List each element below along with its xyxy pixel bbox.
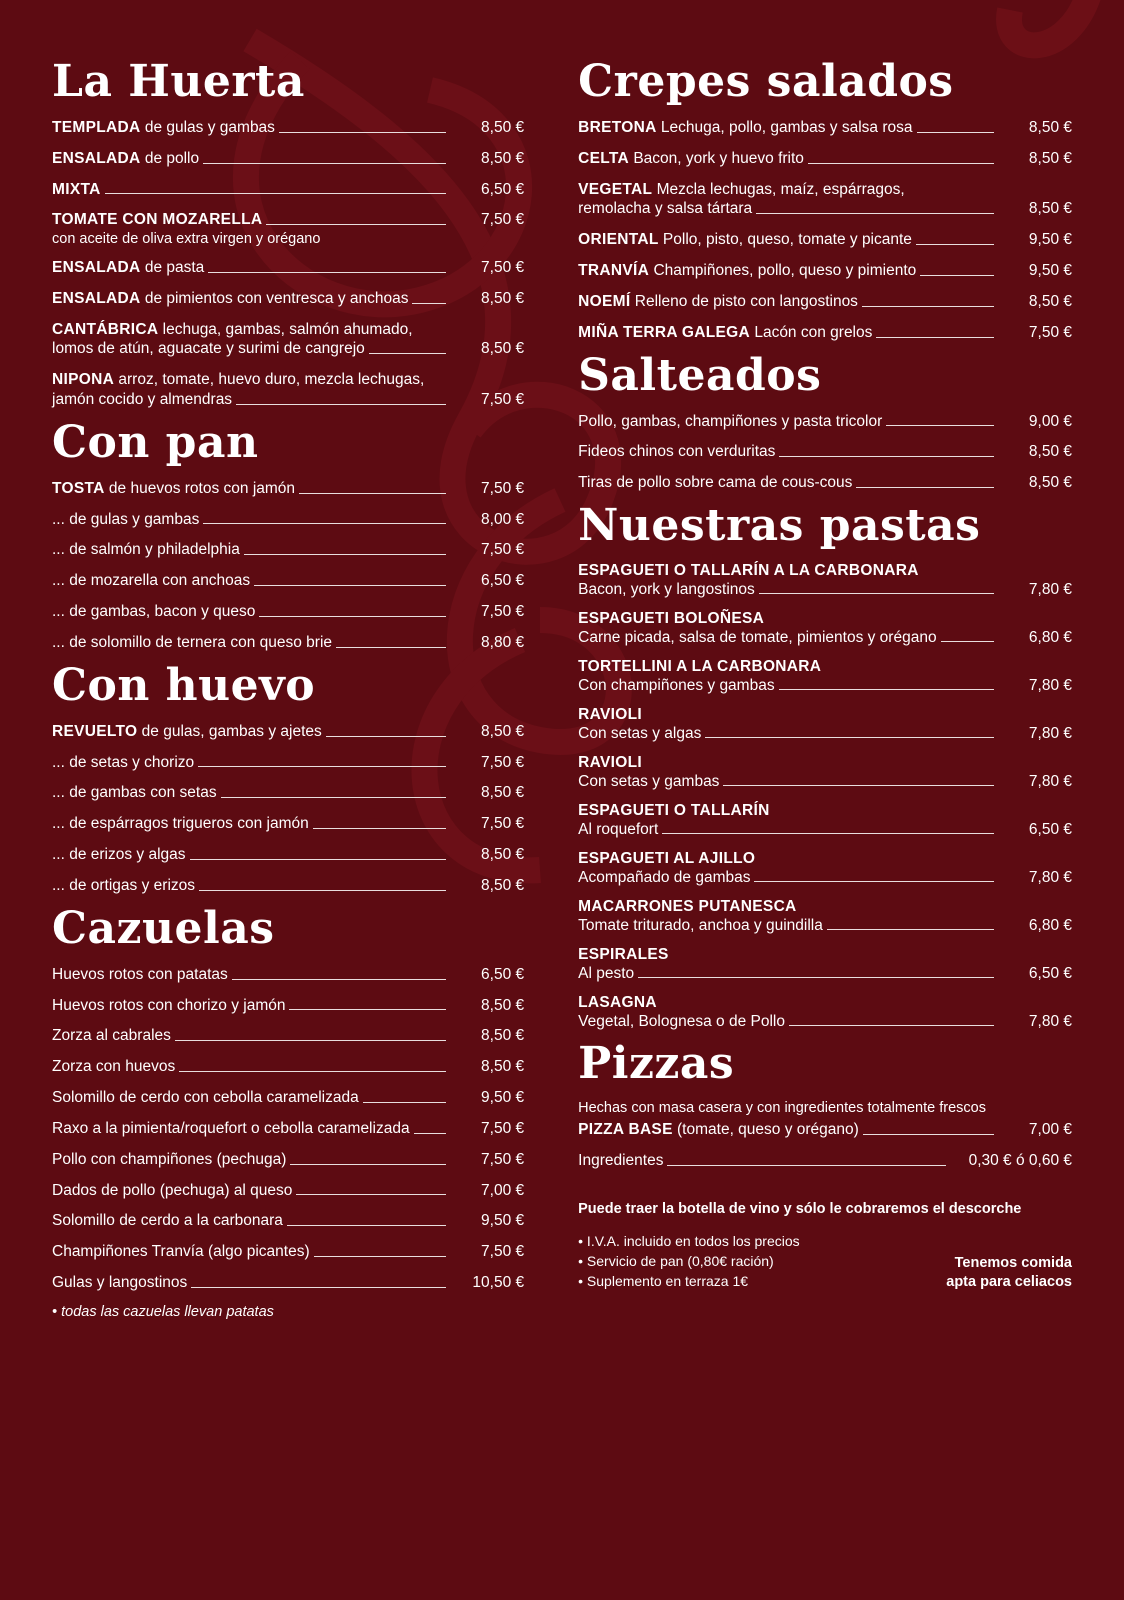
footer (578, 1201, 1072, 1292)
item-desc: Carne picada, salsa de tomate, pimientos y orégano (578, 629, 937, 647)
item-desc: Con setas y algas (578, 725, 702, 743)
item-desc: ... de gambas con setas (52, 784, 217, 802)
list-crepes (578, 118, 1072, 343)
celiac-note-line1: Tenemos comida (954, 1254, 1072, 1271)
leader-line (191, 1286, 446, 1288)
leader-line (412, 302, 446, 304)
list-item (578, 1151, 1072, 1171)
item-desc-line2: lomos de atún, aguacate y surimi de cangrejo (52, 340, 365, 358)
leader-line (827, 928, 994, 930)
leader-line (326, 735, 446, 737)
item-desc: ... de espárragos trigueros con jamón (52, 815, 309, 833)
leader-line (754, 880, 994, 882)
item-price: 8,50 € (481, 722, 525, 740)
item-price: 7,50 € (481, 1243, 525, 1261)
list-cazuelas (52, 965, 524, 1293)
item-price: 8,50 € (1028, 200, 1072, 218)
item-name: LASAGNA (578, 994, 657, 1012)
cazuelas-note: • todas las cazuelas llevan patatas (52, 1303, 274, 1320)
list-item (578, 261, 1072, 281)
leader-line (756, 212, 994, 214)
leader-line (414, 1132, 447, 1134)
item-price: 8,50 € (481, 846, 525, 864)
item-desc: Champiñones, pollo, queso y pimiento (649, 262, 917, 280)
leader-line (808, 162, 994, 164)
leader-line (208, 271, 446, 273)
item-desc: Con champiñones y gambas (578, 677, 775, 695)
item-desc: ... de solomillo de ternera con queso brie (52, 633, 333, 651)
list-item (578, 149, 1072, 169)
item-price: 8,50 € (1028, 474, 1072, 492)
item-desc: de pasta (140, 258, 205, 276)
item-name: ENSALADA (52, 289, 141, 307)
item-name: RAVIOLI (578, 706, 642, 724)
list-item (578, 946, 1072, 983)
leader-line (203, 522, 446, 524)
item-price: 7,00 € (481, 1181, 525, 1199)
item-desc: ... de gulas y gambas (52, 510, 200, 528)
item-price: 9,50 € (1028, 262, 1072, 280)
list-item (52, 210, 524, 248)
item-desc: Al pesto (578, 965, 635, 983)
item-price: 9,50 € (1028, 231, 1072, 249)
leader-line (244, 553, 446, 555)
item-price: 8,50 € (481, 996, 525, 1014)
item-name: PIZZA BASE (578, 1121, 673, 1139)
item-desc: Bacon, york y huevo frito (629, 149, 804, 167)
list-item (578, 802, 1072, 839)
leader-line (876, 336, 994, 338)
leader-line (369, 352, 446, 354)
item-desc: Fideos chinos con verduritas (578, 443, 776, 461)
item-desc-line2: jamón cocido y almendras (52, 391, 233, 408)
list-conpan (52, 479, 524, 653)
list-item (578, 473, 1072, 493)
item-desc: ... de salmón y philadelphia (52, 541, 240, 559)
item-desc: Lechuga, pollo, gambas y salsa rosa (656, 119, 913, 136)
item-price: 7,80 € (1028, 677, 1072, 695)
item-name: NIPONA (52, 371, 115, 389)
item-price: 7,50 € (481, 479, 525, 497)
leader-line (313, 827, 446, 829)
leader-line (336, 646, 446, 648)
leader-line (254, 584, 446, 586)
item-name: RAVIOLI (578, 754, 642, 772)
list-item (578, 230, 1072, 250)
list-item (578, 754, 1072, 791)
item-desc: lechuga, gambas, salmón ahumado, (158, 320, 413, 338)
item-desc: Huevos rotos con patatas (52, 965, 228, 983)
leader-line (314, 1255, 447, 1257)
list-item (578, 323, 1072, 343)
list-item (52, 370, 524, 410)
item-name: MACARRONES PUTANESCA (578, 898, 797, 916)
item-desc: de huevos rotos con jamón (104, 479, 296, 497)
leader-line (363, 1101, 446, 1103)
list-item (52, 722, 524, 742)
list-item (52, 118, 524, 138)
list-item (578, 658, 1072, 695)
leader-line (662, 832, 994, 834)
item-desc: Zorza con huevos (52, 1058, 176, 1076)
section-title-pastas: Nuestras pastas (578, 500, 981, 552)
leader-line (105, 192, 447, 194)
item-desc: Solomillo de cerdo a la carbonara (52, 1212, 283, 1230)
leader-line (296, 1193, 446, 1195)
list-item (52, 602, 524, 622)
list-item (52, 1150, 524, 1170)
leader-line (198, 765, 446, 767)
list-item (52, 320, 524, 360)
list-item (52, 540, 524, 560)
pizzas-intro: Hechas con masa casera y con ingredientes totalmente frescos (578, 1100, 986, 1117)
list-item (52, 258, 524, 278)
leader-line (920, 274, 994, 276)
item-name: ENSALADA (52, 149, 141, 167)
item-desc: Dados de pollo (pechuga) al queso (52, 1181, 293, 1199)
item-desc: Relleno de pisto con langostinos (630, 292, 858, 310)
list-item (52, 1181, 524, 1201)
item-desc: Con setas y gambas (578, 773, 720, 791)
item-name: MIÑA TERRA GALEGA (578, 323, 751, 341)
item-subdesc: con aceite de oliva extra virgen y orégano (52, 231, 321, 248)
list-pizzas (578, 1120, 1072, 1171)
item-price: 6,50 € (481, 180, 525, 198)
footer-bullet: • Servicio de pan (0,80€ ración) (578, 1253, 774, 1270)
leader-line (886, 424, 994, 426)
leader-line (705, 736, 994, 738)
section-title-crepes: Crepes salados (578, 56, 954, 107)
item-price: 7,80 € (1028, 581, 1072, 599)
leader-line (289, 1008, 446, 1010)
item-price: 7,80 € (1028, 1013, 1072, 1031)
item-price: 8,50 € (1028, 443, 1072, 461)
list-item (52, 633, 524, 653)
leader-line (259, 615, 446, 617)
celiac-note-line2: apta para celiacos (946, 1273, 1072, 1290)
item-desc: Bacon, york y langostinos (578, 581, 755, 599)
leader-line (779, 688, 994, 690)
item-price: 7,50 € (481, 211, 525, 229)
leader-line (667, 1164, 946, 1166)
list-item (52, 1242, 524, 1262)
item-name: ESPAGUETI AL AJILLO (578, 850, 756, 868)
leader-line (723, 784, 994, 786)
item-price: 6,50 € (481, 572, 525, 590)
item-desc: Lacón con grelos (750, 323, 873, 341)
item-price: 9,50 € (481, 1212, 525, 1230)
list-item (52, 571, 524, 591)
leader-line (221, 796, 447, 798)
leader-line (299, 492, 446, 494)
item-name: MIXTA (52, 180, 101, 198)
item-price: 6,50 € (1028, 965, 1072, 983)
item-price: 9,00 € (1028, 412, 1072, 430)
leader-line (190, 858, 447, 860)
item-price: 8,50 € (1028, 149, 1072, 167)
item-price: 7,50 € (481, 753, 525, 771)
list-item (52, 965, 524, 985)
item-desc: Raxo a la pimienta/roquefort o cebolla caramelizada (52, 1119, 410, 1137)
item-price: 0,30 € ó 0,60 € (968, 1151, 1072, 1169)
list-item (578, 118, 1072, 138)
item-price: 8,50 € (481, 340, 525, 358)
item-price: 6,50 € (1028, 821, 1072, 839)
list-item (52, 1088, 524, 1108)
leader-line (941, 640, 994, 642)
list-item (52, 510, 524, 530)
item-desc: Champiñones Tranvía (algo picantes) (52, 1243, 310, 1261)
item-price: 7,50 € (1028, 323, 1072, 341)
list-item (52, 996, 524, 1016)
leader-line (863, 1133, 994, 1135)
item-name: TOSTA (52, 479, 105, 497)
item-name: ORIENTAL (578, 231, 659, 249)
item-name: ESPAGUETI BOLOÑESA (578, 610, 765, 628)
item-price: 8,50 € (1028, 119, 1072, 136)
item-price: 7,50 € (481, 1150, 525, 1168)
item-name: VEGETAL (578, 180, 653, 198)
leader-line (266, 223, 446, 225)
leader-line (916, 243, 994, 245)
list-item (578, 850, 1072, 887)
item-desc: Vegetal, Bolognesa o de Pollo (578, 1013, 785, 1031)
item-price: 8,50 € (481, 289, 525, 307)
item-desc: Pollo con champiñones (pechuga) (52, 1150, 287, 1168)
list-item (578, 898, 1072, 935)
list-item (52, 479, 524, 499)
leader-line (287, 1224, 446, 1226)
list-item (578, 412, 1072, 432)
list-item (52, 1026, 524, 1046)
footer-bullet: • Suplemento en terraza 1€ (578, 1273, 749, 1290)
list-item (52, 783, 524, 803)
item-price: 8,50 € (481, 876, 525, 894)
list-item (578, 442, 1072, 462)
item-desc: de gulas, gambas y ajetes (137, 722, 322, 740)
leader-line (638, 976, 994, 978)
item-desc: de pollo (140, 149, 200, 167)
leader-line (917, 131, 994, 133)
item-price: 8,80 € (481, 633, 525, 651)
list-item (52, 1057, 524, 1077)
list-item (52, 1119, 524, 1139)
item-name: BRETONA (578, 119, 657, 136)
leader-line (203, 162, 446, 164)
leader-line (199, 889, 446, 891)
item-name: NOEMÍ (578, 292, 631, 310)
item-name: ESPAGUETI O TALLARÍN A LA CARBONARA (578, 562, 919, 580)
left-column (52, 56, 525, 1320)
list-item (52, 845, 524, 865)
celiac-note (946, 1254, 1072, 1292)
item-desc: ... de gambas, bacon y queso (52, 603, 256, 621)
item-desc: Zorza al cabrales (52, 1027, 171, 1045)
list-item (578, 562, 1072, 599)
item-price: 7,50 € (481, 541, 525, 559)
list-conhuevo (52, 722, 524, 896)
list-item (578, 180, 1072, 220)
item-desc: Pollo, gambas, champiñones y pasta tricolor (578, 412, 883, 430)
item-price: 8,00 € (481, 510, 525, 528)
leader-line (232, 978, 446, 980)
list-item (52, 753, 524, 773)
section-title-huerta: La Huerta (52, 56, 305, 107)
item-price: 7,50 € (481, 258, 525, 276)
item-name: CANTÁBRICA (52, 320, 159, 338)
list-item (52, 289, 524, 309)
leader-line (290, 1163, 446, 1165)
leader-line (279, 131, 446, 133)
item-price: 8,50 € (481, 784, 525, 802)
leader-line (175, 1039, 446, 1041)
item-price: 9,50 € (481, 1089, 525, 1107)
footer-bullet: • I.V.A. incluido en todos los precios (578, 1232, 800, 1249)
item-price: 8,50 € (481, 119, 525, 136)
right-column (578, 56, 1072, 1320)
leader-line (856, 486, 994, 488)
list-pastas (578, 562, 1072, 1031)
item-desc: Ingredientes (578, 1151, 664, 1169)
item-price: 7,00 € (1028, 1121, 1072, 1139)
list-item (52, 876, 524, 896)
item-desc: Tiras de pollo sobre cama de cous-cous (578, 474, 853, 492)
leader-line (779, 455, 994, 457)
item-name: TEMPLADA (52, 119, 141, 136)
list-item (578, 994, 1072, 1031)
item-name: REVUELTO (52, 722, 138, 740)
item-name: CELTA (578, 149, 630, 167)
item-desc: Pollo, pisto, queso, tomate y picante (658, 231, 912, 249)
item-price: 7,80 € (1028, 869, 1072, 887)
list-item (52, 1211, 524, 1231)
footer-wine-note: Puede traer la botella de vino y sólo le cobraremos el descorche (578, 1200, 1022, 1217)
leader-line (789, 1024, 994, 1026)
section-title-conhuevo: Con huevo (52, 659, 316, 711)
item-desc: ... de erizos y algas (52, 846, 186, 864)
item-price: 7,50 € (481, 391, 525, 408)
list-item (578, 610, 1072, 647)
item-price: 7,50 € (481, 603, 525, 621)
item-price: 8,50 € (481, 1027, 525, 1045)
leader-line (759, 592, 994, 594)
item-name: ESPIRALES (578, 946, 669, 964)
item-desc: de pimientos con ventresca y anchoas (140, 289, 409, 307)
item-desc: ... de mozarella con anchoas (52, 572, 251, 590)
item-price: 6,80 € (1028, 917, 1072, 935)
footer-bullets (578, 1231, 800, 1292)
section-title-salteados: Salteados (578, 349, 822, 401)
item-price: 8,50 € (481, 1058, 525, 1076)
item-desc: arroz, tomate, huevo duro, mezcla lechugas, (114, 371, 425, 389)
list-item (578, 706, 1072, 743)
list-item (52, 814, 524, 834)
item-desc: Tomate triturado, anchoa y guindilla (578, 917, 823, 935)
item-name: TOMATE CON MOZARELLA (52, 211, 263, 229)
leader-line (862, 305, 994, 307)
item-price: 7,50 € (481, 1119, 525, 1137)
section-title-cazuelas: Cazuelas (52, 902, 275, 954)
list-item (578, 292, 1072, 312)
section-title-pizzas: Pizzas (578, 1038, 735, 1090)
item-desc: Huevos rotos con chorizo y jamón (52, 996, 286, 1014)
item-name: TORTELLINI A LA CARBONARA (578, 658, 822, 676)
item-desc: ... de ortigas y erizos (52, 876, 196, 894)
item-desc: de gulas y gambas (140, 119, 275, 136)
item-desc-line2: remolacha y salsa tártara (578, 200, 753, 218)
item-name: ENSALADA (52, 258, 141, 276)
item-desc: Solomillo de cerdo con cebolla caramelizada (52, 1089, 359, 1107)
leader-line (236, 403, 446, 405)
item-price: 7,80 € (1028, 773, 1072, 791)
item-price: 10,50 € (472, 1274, 525, 1292)
list-item (52, 1273, 524, 1293)
item-desc: Mezcla lechugas, maíz, espárragos, (652, 180, 905, 198)
item-desc: ... de setas y chorizo (52, 753, 195, 771)
item-price: 7,50 € (481, 815, 525, 833)
list-salteados (578, 412, 1072, 493)
item-price: 8,50 € (481, 149, 525, 167)
list-item (52, 149, 524, 169)
item-price: 6,80 € (1028, 629, 1072, 647)
item-price: 7,80 € (1028, 725, 1072, 743)
item-desc: Acompañado de gambas (578, 869, 751, 887)
section-title-conpan: Con pan (52, 416, 259, 468)
list-item (578, 1120, 1072, 1140)
item-name: ESPAGUETI O TALLARÍN (578, 802, 770, 820)
item-price: 6,50 € (481, 965, 525, 983)
item-desc: Gulas y langostinos (52, 1274, 188, 1292)
leader-line (179, 1070, 446, 1072)
item-desc: (tomate, queso y orégano) (672, 1121, 859, 1139)
list-huerta (52, 118, 524, 410)
list-item (52, 180, 524, 200)
item-price: 8,50 € (1028, 292, 1072, 310)
item-name: TRANVÍA (578, 262, 650, 280)
item-desc: Al roquefort (578, 821, 659, 839)
